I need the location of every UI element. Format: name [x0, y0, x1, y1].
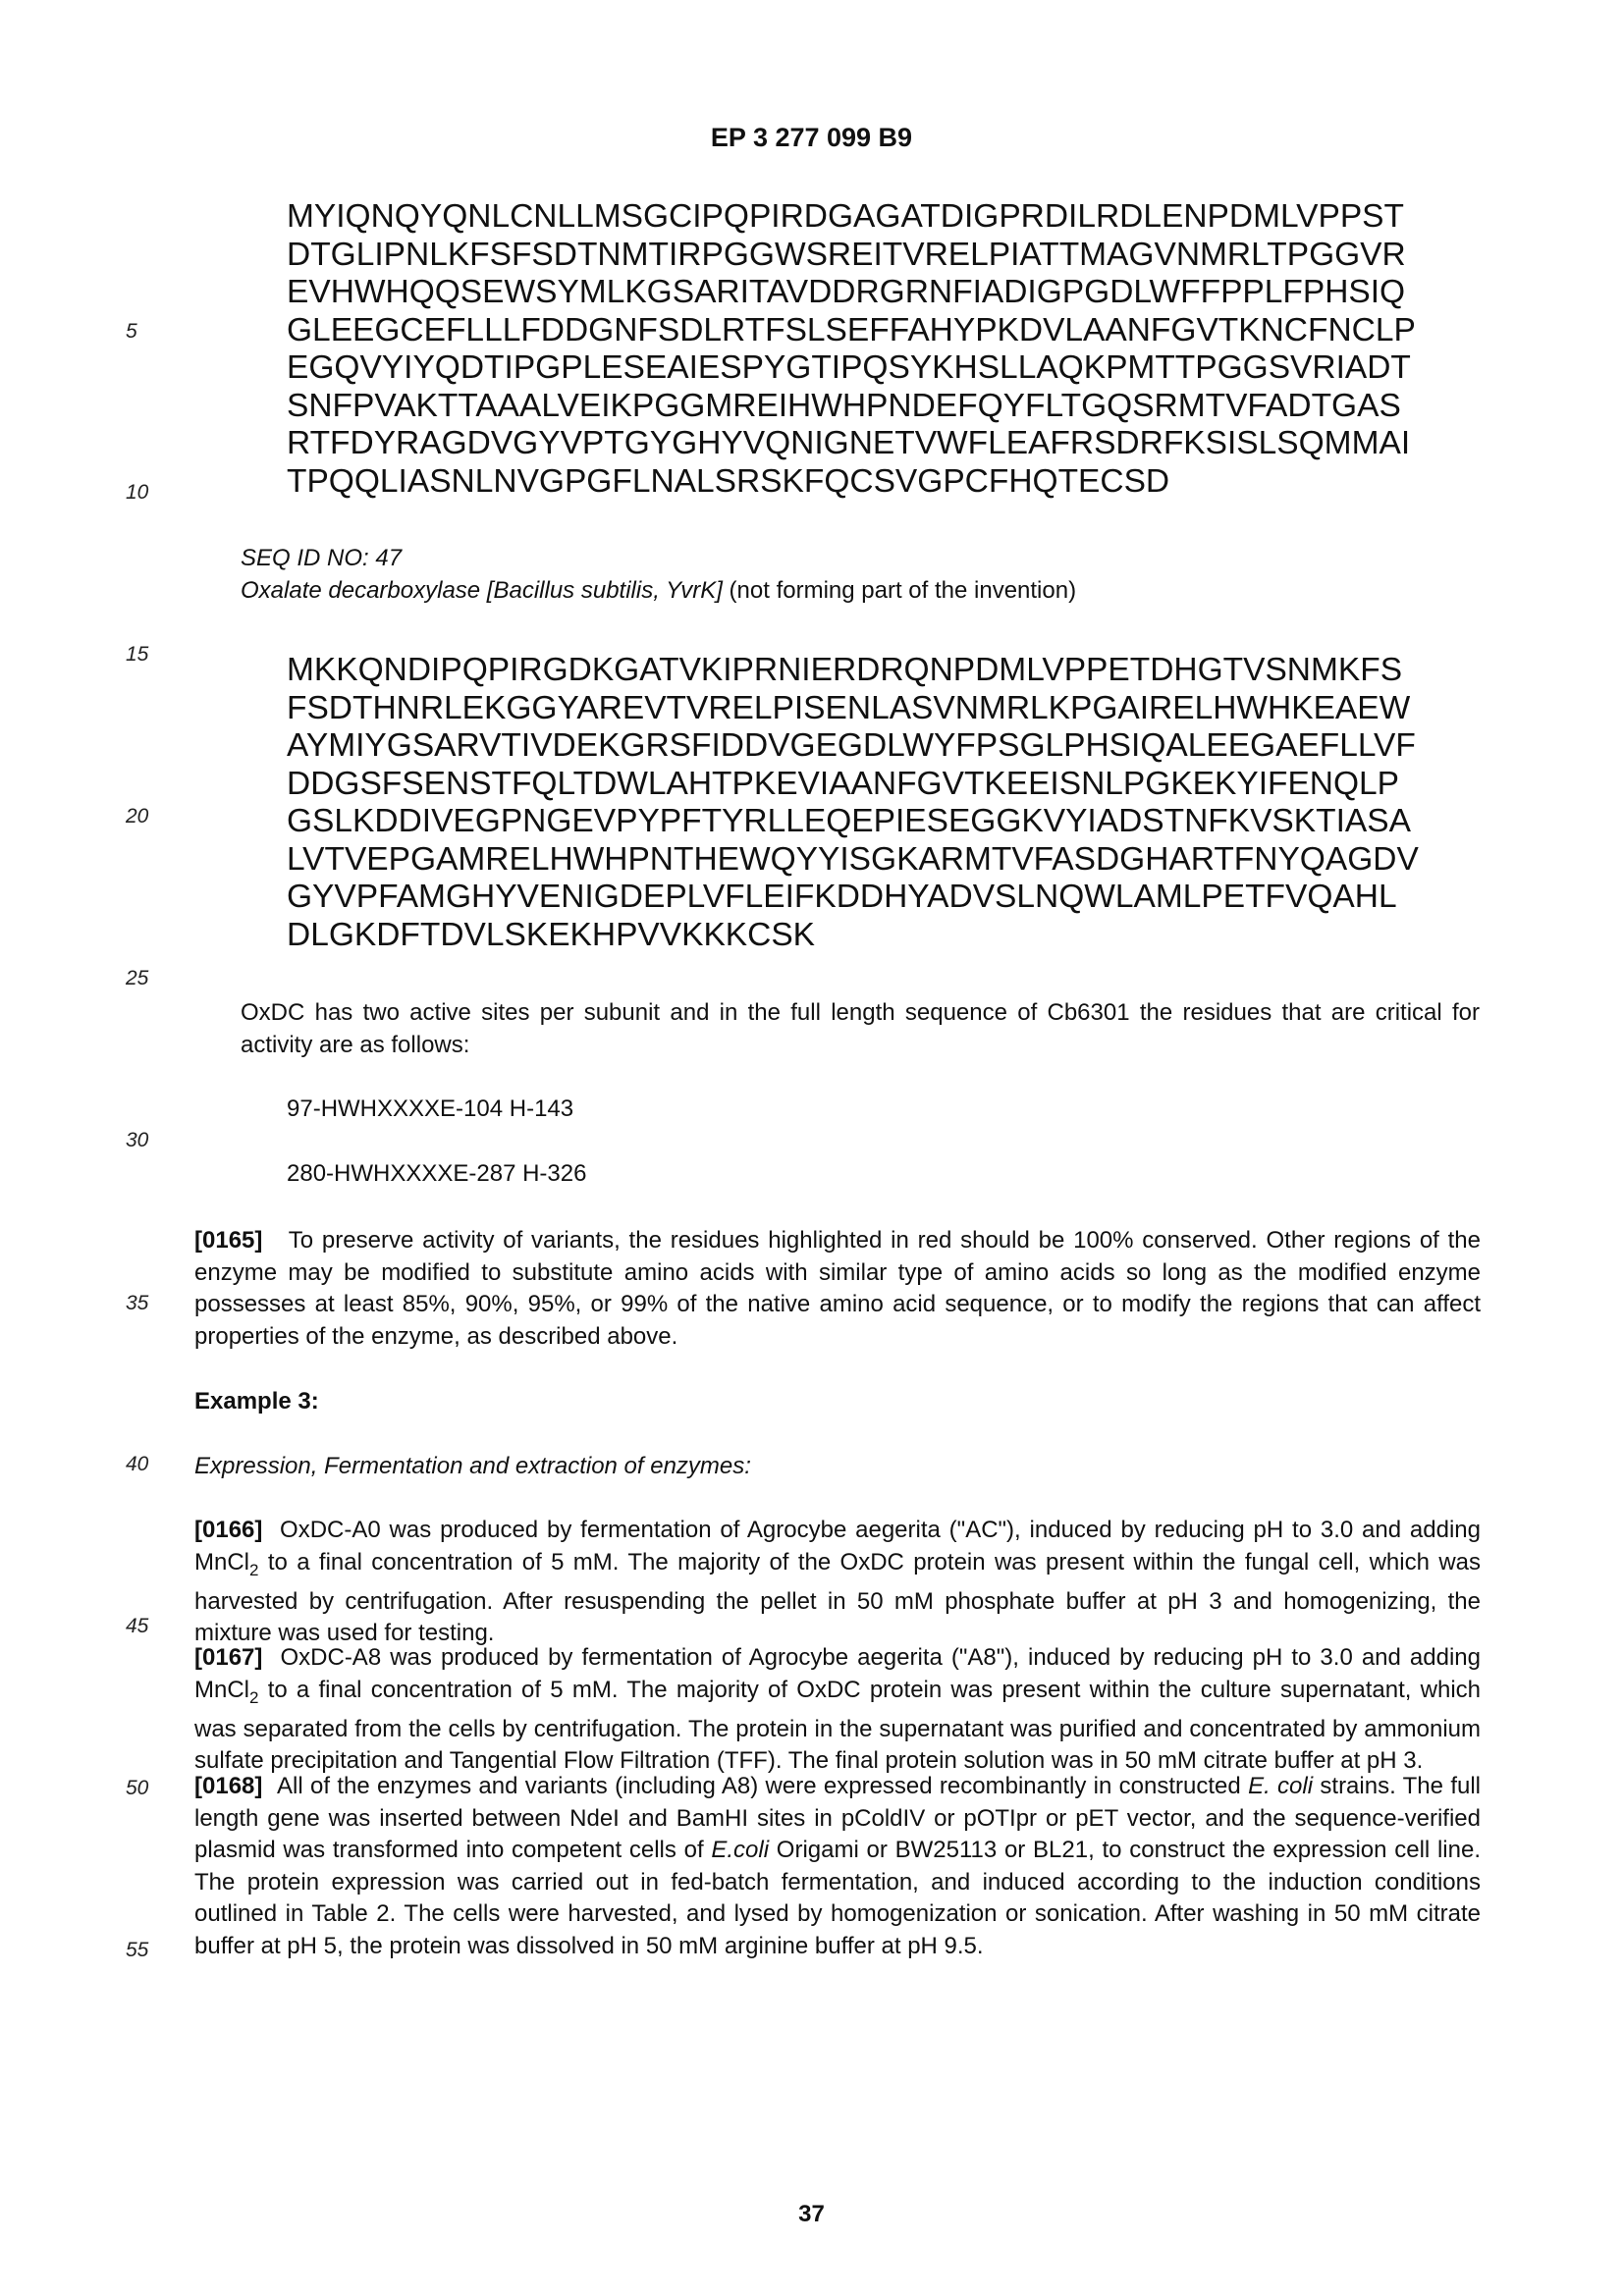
sequence-line: MKKQNDIPQPIRGDKGATVKIPRNIERDRQNPDMLVPPETDHGTVSNMKFS: [287, 652, 1403, 688]
line-number: 55: [126, 1939, 149, 1961]
paragraph-text: Origami or BW25113 or BL21, to construct the expression cell line. The protein expression was carried out in fed-batch fermentation, and induced according to the induction conditions outlined in Table 2. The cells were harvested, and lysed by homogenization or sonication. After washing in 50 mM citrate buffer at pH 5, the protein was dissolved in 50 mM arginine buffer at pH 9.5.: [194, 1837, 1481, 1959]
paragraph-0166: [194, 1515, 1481, 1650]
paragraph-text: strains. The full length gene was inserted between NdeI and BamHI sites in pColdIV or pOTIpr or pET vector, and the sequence-verified plasmid was transformed into competent cells of: [194, 1773, 1482, 1863]
amino-acid-sequence-2: [287, 652, 1419, 954]
organism-name: E.coli: [711, 1837, 770, 1863]
sequence-line: GSLKDDIVEGPNGEVPYPFTYRLLEQEPIESEGGKVYIADSTNFKVSKTIASA: [287, 803, 1411, 839]
seq-note: (not forming part of the invention): [722, 577, 1077, 604]
paragraph-ref: [0166]: [194, 1517, 263, 1543]
line-number: 30: [126, 1129, 149, 1151]
organism-name: E. coli: [1248, 1773, 1314, 1799]
active-sites-intro: OxDC has two active sites per subunit and in the full length sequence of Cb6301 the residues that are critical for activity are as follows:: [241, 999, 1480, 1058]
line-number: 50: [126, 1777, 149, 1799]
sequence-line: DTGLIPNLKFSFSDTNMTIRPGGWSREITVRELPIATTMAGVNMRLTPGGVR: [287, 236, 1406, 273]
seq-id: SEQ ID NO: 47: [241, 545, 403, 571]
sequence-line: LVTVEPGAMRELHWHPNTHEWQYYISGKARMTVFASDGHARTFNYQAGDV: [287, 840, 1419, 878]
sequence-label: [241, 542, 1076, 607]
paragraph-text: All of the enzymes and variants (including A8) were expressed recombinantly in constructed: [277, 1773, 1249, 1799]
sequence-line: FSDTHNRLEKGGYAREVTVRELPISENLASVNMRLKPGAIRELHWHKEAEW: [287, 689, 1411, 726]
sequence-line: DDGSFSENSTFQLTDWLAHTPKEVIAANFGVTKEEISNLPGKEKYIFENQLP: [287, 765, 1400, 802]
sequence-line: SNFPVAKTTAAALVEIKPGGMREIHWHPNDEFQYFLTGQSRMTVFADTGAS: [287, 387, 1401, 424]
line-number: 40: [126, 1453, 149, 1475]
page-number: 37: [798, 2201, 825, 2227]
paragraph-ref: [0167]: [194, 1644, 263, 1671]
patent-number-header: EP 3 277 099 B9: [710, 123, 913, 152]
sequence-line: AYMIYGSARVTIVDEKGRSFIDDVGEGDLWYFPSGLPHSIQALEEGAEFLLVF: [287, 727, 1416, 764]
line-number: 15: [126, 643, 149, 666]
paragraph-0165: [194, 1225, 1481, 1353]
sequence-line: TPQQLIASNLNVGPGFLNALSRSKFQCSVGPCFHQTECSD: [287, 462, 1170, 500]
sequence-line: GLEEGCEFLLLFDDGNFSDLRTFSLSEFFAHYPKDVLAANFGVTKNCFNCLP: [287, 311, 1416, 348]
sequence-line: GYVPFAMGHYVENIGDEPLVFLEIFKDDHYADVSLNQWLAMLPETFVQAHL: [287, 879, 1397, 915]
seq-name: Oxalate decarboxylase [Bacillus subtilis, YvrK]: [241, 577, 723, 604]
example-subheading: Expression, Fermentation and extraction of enzymes:: [194, 1453, 751, 1479]
paragraph-text: to a final concentration of 5 mM. The majority of OxDC protein was present within the culture supernatant, which was separated from the cells by centrifugation. The protein in the supernatant was purified and concentrated by ammonium sulfate precipitation and Tangential Flow Filtration (TFF). The final protein solution was in 50 mM citrate buffer at pH 3.: [194, 1676, 1481, 1775]
line-number: 35: [126, 1292, 149, 1314]
sequence-line: EGQVYIYQDTIPGPLESEAIESPYGTIPQSYKHSLLAQKPMTTPGGSVRIADT: [287, 349, 1411, 386]
sequence-line: EVHWHQQSEWSYMLKGSARITAVDDRGRNFIADIGPGDLWFFPPLFPHSIQ: [287, 274, 1406, 310]
amino-acid-sequence-1: [287, 198, 1416, 501]
line-number: 10: [126, 481, 149, 504]
paragraph-text: To preserve activity of variants, the residues highlighted in red should be 100% conserved. Other regions of the enzyme may be modified to substitute amino acids with similar type of amino acids so long as the modified enzyme possesses at least 85%, 90%, 95%, or 99% of the native amino acid sequence, or to modify the regions that can affect properties of the enzyme, as described above.: [194, 1227, 1481, 1350]
example-heading: Example 3:: [194, 1388, 319, 1415]
subscript: 2: [249, 1560, 259, 1579]
paragraph-ref: [0165]: [194, 1227, 263, 1254]
line-number: 45: [126, 1615, 149, 1637]
line-number: 20: [126, 805, 149, 828]
paragraph-ref: [0168]: [194, 1773, 263, 1799]
sequence-line: RTFDYRAGDVGYVPTGYGHYVQNIGNETVWFLEAFRSDRFKSISLSQMMAI: [287, 425, 1411, 461]
paragraph-0168: [194, 1771, 1481, 1962]
line-number: 25: [126, 967, 149, 989]
sequence-line: DLGKDFTDVLSKEKHPVVKKKCSK: [287, 916, 816, 953]
active-site-line: 280-HWHXXXXE-287 H-326: [287, 1160, 587, 1187]
paragraph-0167: [194, 1642, 1481, 1778]
line-number: 5: [126, 320, 137, 343]
sequence-line: MYIQNQYQNLCNLLMSGCIPQPIRDGAGATDIGPRDILRDLENPDMLVPPST: [287, 198, 1404, 235]
paragraph-text: to a final concentration of 5 mM. The majority of the OxDC protein was present within the fungal cell, which was harvested by centrifugation. After resuspending the pellet in 50 mM phosphate buffer at pH 3 and homogenizing, the mixture was used for testing.: [194, 1548, 1481, 1647]
paragraph-text: OxDC-A8 was produced by fermentation of Agrocybe aegerita ("A8"), induced by reducing pH to 3.0 and adding MnCl: [194, 1644, 1481, 1703]
paragraph-text: OxDC-A0 was produced by fermentation of Agrocybe aegerita ("AC"), induced by reducing pH to 3.0 and adding MnCl: [194, 1517, 1482, 1575]
active-site-line: 97-HWHXXXXE-104 H-143: [287, 1095, 574, 1122]
subscript: 2: [249, 1687, 259, 1707]
